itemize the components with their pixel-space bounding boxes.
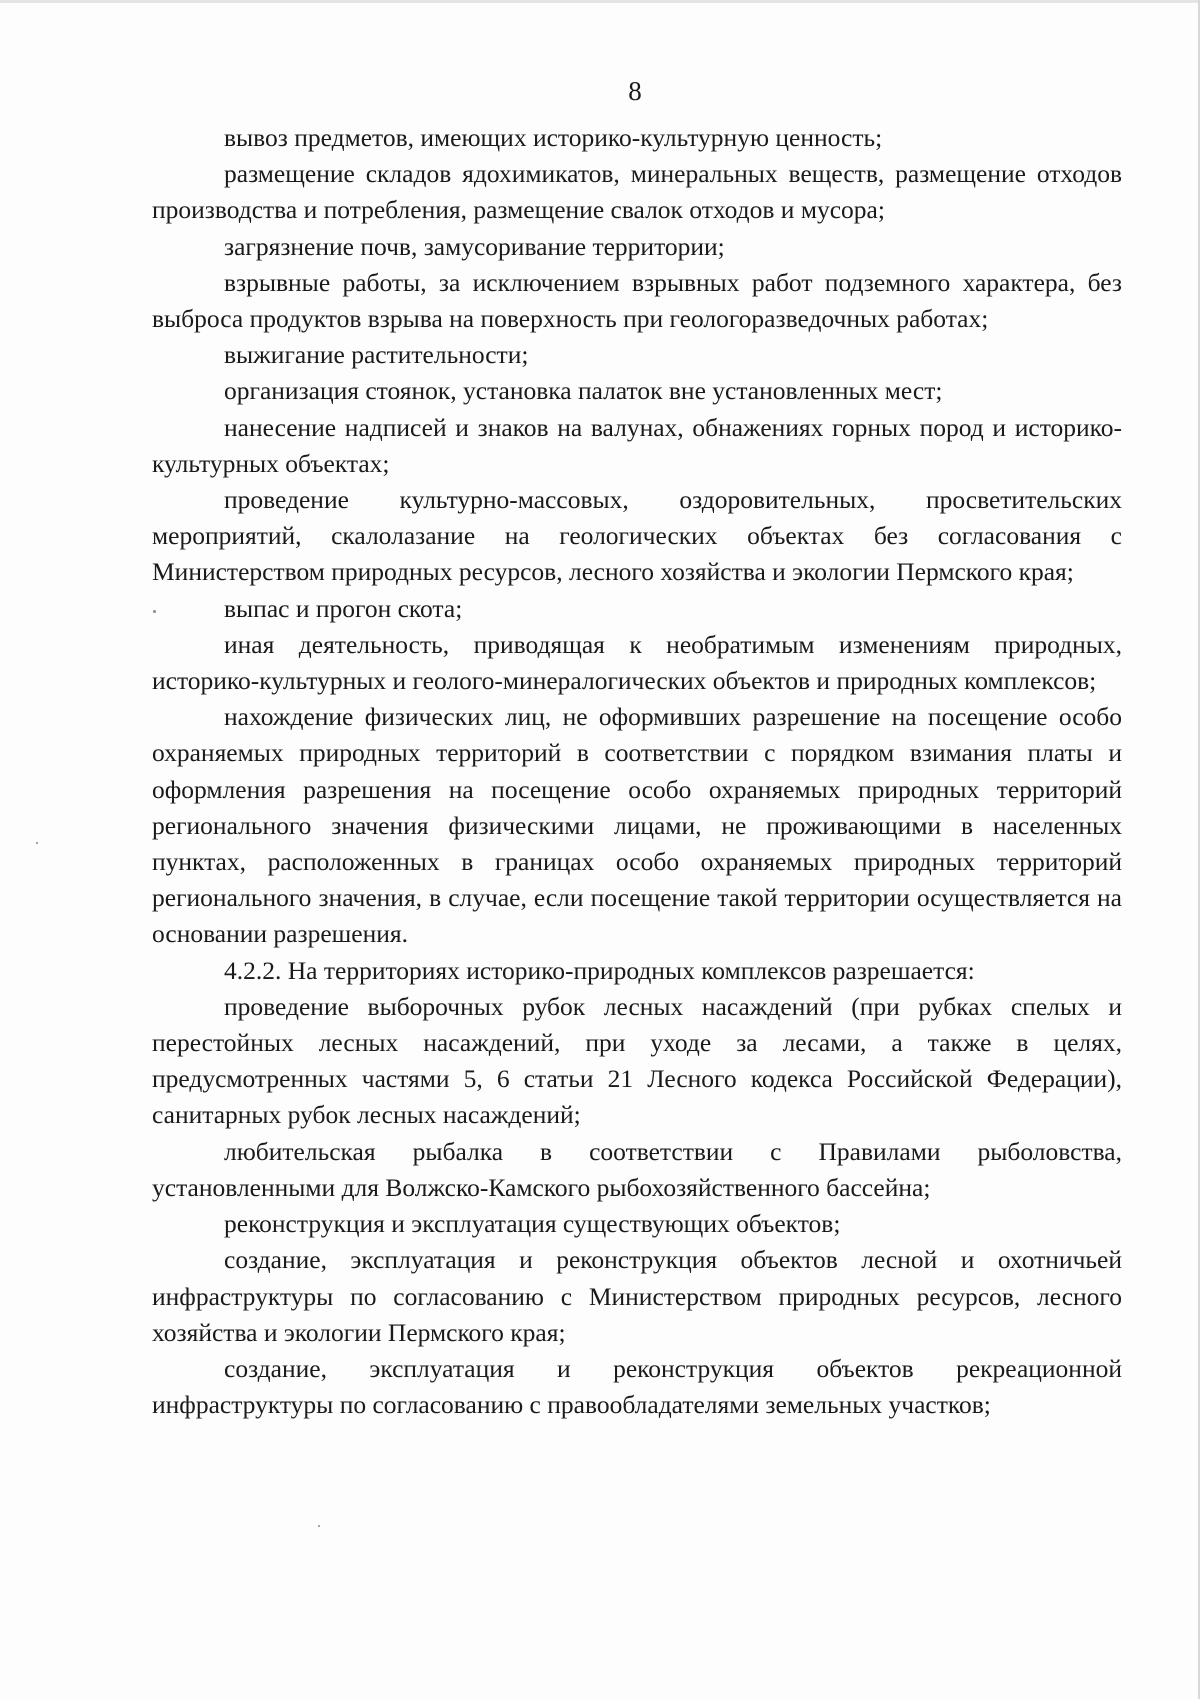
scan-top-edge [0,0,1200,3]
paragraph: создание, эксплуатация и реконструкция объектов рекреационной инфраструктуры по согласованию с правообладателями земельных участков; [152,1353,1122,1420]
scan-speck [153,610,156,613]
paragraph: выпас и прогон скота; [224,593,463,623]
paragraph: иная деятельность, приводящая к необратимым изменениям природных, историко-культурных и геолого-минералогических объектов и природных комплексов; [152,629,1122,696]
document-body [152,120,1122,1423]
paragraph: проведение выборочных рубок лесных насаждений (при рубках спелых и перестойных лесных насаждений, при уходе за лесами, а также в целях, предусмотренных частями 5, 6 статьи 21 Лесного кодекса Российской Федерации), санитарных рубок лесных насаждений; [152,991,1122,1130]
paragraph: нанесение надписей и знаков на валунах, обнажениях горных пород и историко-культурных объектах; [152,412,1122,478]
paragraph: создание, эксплуатация и реконструкция объектов лесной и охотничьей инфраструктуры по согласованию с Министерством природных ресурсов, лесного хозяйства и экологии Пермского края; [152,1245,1122,1347]
paragraph: любительская рыбалка в соответствии с Правилами рыболовства, установленными для Волжско-Камского рыбохозяйственного бассейна; [152,1136,1122,1202]
paragraph: организация стоянок, установка палаток вне установленных мест; [224,376,943,406]
paragraph: вывоз предметов, имеющих историко-культурную ценность; [224,123,883,152]
paragraph: выжигание растительности; [224,340,529,370]
section-paragraph: 4.2.2. На территориях историко-природных комплексов разрешается: [224,955,975,985]
paragraph: загрязнение почв, замусоривание территории; [224,231,725,261]
paragraph: размещение складов ядохимикатов, минеральных веществ, размещение отходов производства и потребления, размещение свалок отходов и мусора; [152,159,1122,225]
scan-speck [318,1525,320,1527]
paragraph: взрывные работы, за исключением взрывных работ подземного характера, без выброса продуктов взрыва на поверхность при геологоразведочных работах; [152,267,1122,334]
page-number: 8 [628,76,642,106]
paragraph: реконструкция и эксплуатация существующих объектов; [224,1209,841,1239]
scan-speck [36,842,38,844]
paragraph: проведение культурно-массовых, оздоровительных, просветительских мероприятий, скалолазание на геологических объектах без согласования с Министерством природных ресурсов, лесного хозяйства и экологии Пермского края; [152,485,1122,587]
paragraph: нахождение физических лиц, не оформивших разрешение на посещение особо охраняемых природных территорий в соответствии с порядком взимания платы и оформления разрешения на посещение особо охраняемых природных территорий регионального значения физическими лицами, не проживающими в населенных пунктах, расположенных в границах особо охраняемых природных территорий регионального значения, в случае, если посещение такой территории осуществляется на основании разрешения. [152,702,1122,949]
